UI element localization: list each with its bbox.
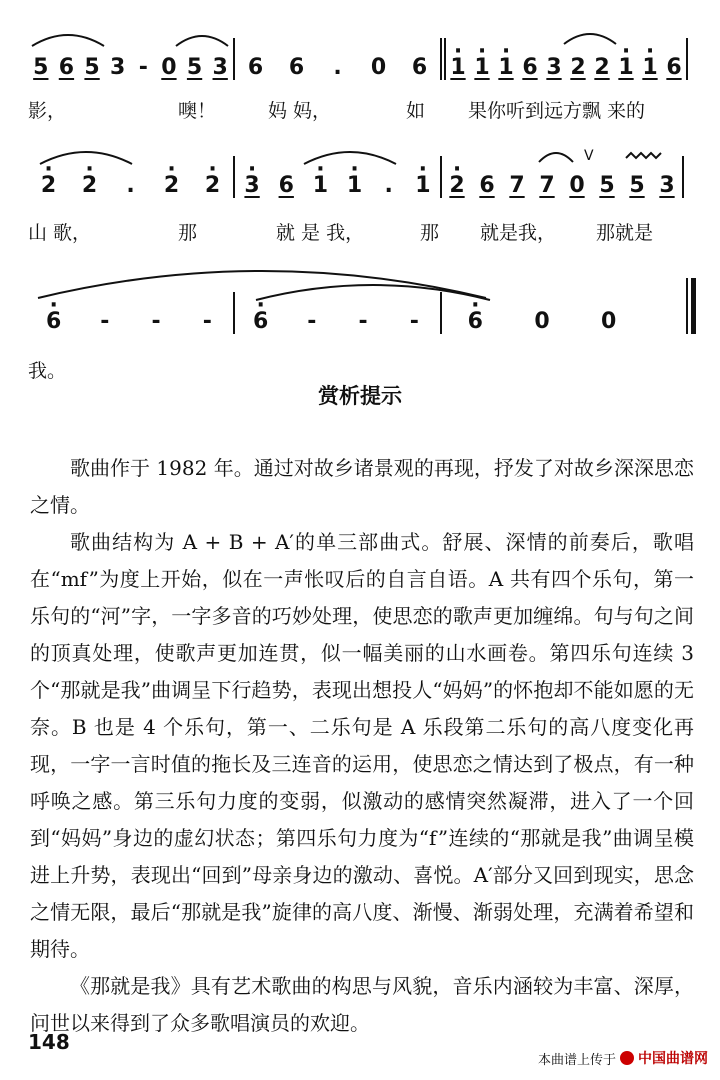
paragraph-2: 歌曲结构为 A + B + A′的单三部曲式。舒展、深情的前奏后，歌唱在“mf”为度上开始，似在一声怅叹后的自言自语。A 共有四个乐句，第一乐句的“河”字，一字多音的巧妙处理，使思恋的歌声更加缠绵。句与句之间的顶真处理，使歌声更加连贯，似一幅美丽的山水画卷。第四乐句连续 3 个“那就是我”曲调呈下行趋势，表现出想投人“妈妈”的怀抱却不能如愿的无奈。B 也是 4 个乐句，第一、二乐句是 A 乐段第二乐句的高八度变化再现，一字一言时值的拖长及三连音的运用，使思恋之情达到了极点，有一种呼唤之感。第三乐句力度的变弱，似激动的感情突然凝滞，进入了一个回到“妈妈”身边的虚幻状态；第四乐句力度为“f”连续的“那就是我”曲调呈模进上升势，表现出“回到”母亲身边的激动、喜悦。A′部分又回到现实，思念之情无限，最后“那就是我”旋律的高八度、渐慢、渐弱处理，充满着希望和期待。 bbox=[30, 530, 694, 961]
note: · 1 bbox=[498, 56, 514, 80]
section-title: 赏析提示 bbox=[318, 384, 402, 408]
site-logo-icon bbox=[620, 1051, 634, 1065]
note: 6 bbox=[247, 55, 264, 80]
note: · 1 bbox=[474, 56, 490, 80]
note: . bbox=[126, 173, 135, 198]
note: 0 bbox=[370, 55, 387, 80]
footer-text: 本曲谱上传于 bbox=[537, 1052, 616, 1068]
measure bbox=[28, 298, 233, 334]
lyric: 山 歌， bbox=[28, 221, 92, 244]
note: 6 bbox=[411, 55, 428, 80]
note: · 2 bbox=[41, 174, 57, 198]
paragraph-3: 《那就是我》具有艺术歌曲的构思与风貌，音乐内涵较为丰富、深厚，问世以来得到了众多歌唱演员的欢迎。 bbox=[30, 974, 694, 1035]
note: · 1 bbox=[347, 174, 363, 198]
note: - bbox=[307, 309, 317, 334]
note: 5 bbox=[599, 173, 615, 198]
note: 6 bbox=[522, 55, 538, 80]
note: 0 bbox=[600, 309, 617, 334]
note: 3 bbox=[659, 173, 675, 198]
note: 6 bbox=[479, 173, 495, 198]
note: . bbox=[384, 173, 393, 198]
lyric: 那 bbox=[178, 221, 198, 244]
paragraph-1: 歌曲作于 1982 年。通过对故乡诸景观的再现，抒发了对故乡深深思恋之情。 bbox=[30, 456, 694, 517]
note: - bbox=[138, 55, 148, 80]
barline bbox=[686, 38, 688, 80]
note: · 1 bbox=[415, 174, 431, 198]
measure bbox=[442, 298, 642, 334]
note: · 2 bbox=[449, 174, 465, 198]
note: 0 bbox=[161, 55, 177, 80]
score-row-3 bbox=[28, 294, 696, 334]
measure bbox=[442, 162, 682, 198]
note: 3 bbox=[110, 55, 126, 80]
measure bbox=[235, 162, 440, 198]
note: 7 bbox=[509, 173, 525, 198]
note: 6 bbox=[666, 55, 682, 80]
note: · 1 bbox=[618, 56, 634, 80]
note: 3 bbox=[546, 55, 562, 80]
note: · 2 bbox=[164, 174, 180, 198]
breath-mark: V bbox=[584, 148, 594, 164]
note: - bbox=[202, 309, 212, 334]
note: 3 bbox=[212, 55, 228, 80]
lyric: 我。 bbox=[28, 359, 67, 382]
note: 7 bbox=[539, 173, 555, 198]
note: · 6 bbox=[46, 310, 62, 334]
lyric: 影， bbox=[28, 99, 67, 122]
measure bbox=[235, 44, 440, 80]
lyric: 那就是 bbox=[596, 221, 654, 244]
page-number: 148 bbox=[28, 1030, 70, 1054]
lyric: 如 bbox=[406, 99, 426, 122]
note: 6 bbox=[288, 55, 305, 80]
lyric: 妈 妈， bbox=[268, 99, 332, 122]
note: · 1 bbox=[312, 174, 328, 198]
lyric: 就 是 我， bbox=[276, 221, 365, 244]
note: 5 bbox=[186, 55, 203, 80]
lyric: 噢！ bbox=[178, 99, 217, 122]
note: . bbox=[333, 55, 342, 80]
note: - bbox=[100, 309, 110, 334]
note: · 2 bbox=[205, 174, 221, 198]
measure bbox=[28, 44, 233, 80]
measure bbox=[446, 44, 686, 80]
note: 6 bbox=[58, 55, 75, 80]
site-name: 中国曲谱网 bbox=[638, 1051, 708, 1067]
lyric-row-1 bbox=[28, 94, 696, 124]
score-row-2 bbox=[28, 158, 696, 198]
note: · 2 bbox=[82, 174, 98, 198]
note: 5 bbox=[629, 173, 645, 198]
note: · 3 bbox=[244, 174, 260, 198]
footer-note bbox=[538, 1048, 708, 1068]
measure bbox=[235, 298, 440, 334]
note: · 1 bbox=[642, 56, 658, 80]
note: · 1 bbox=[450, 56, 466, 80]
note: 2 bbox=[594, 55, 610, 80]
score-row-1 bbox=[28, 40, 696, 80]
barline bbox=[682, 156, 684, 198]
lyric: 果你听到远方飘 来的 bbox=[468, 99, 646, 122]
note: 5 bbox=[33, 55, 49, 80]
note: · 6 bbox=[467, 310, 483, 334]
note: 2 bbox=[570, 55, 586, 80]
lyric: 就是我， bbox=[480, 221, 557, 244]
note: 6 bbox=[278, 173, 294, 198]
note: - bbox=[151, 309, 161, 334]
note: · 6 bbox=[253, 310, 269, 334]
note: - bbox=[358, 309, 368, 334]
note: 0 bbox=[569, 173, 585, 198]
lyric-row-2 bbox=[28, 216, 696, 246]
note: 0 bbox=[534, 309, 550, 334]
note: 5 bbox=[84, 55, 100, 80]
measure bbox=[28, 162, 233, 198]
lyric: 那 bbox=[420, 221, 440, 244]
final-barline bbox=[686, 278, 696, 334]
note: - bbox=[409, 309, 419, 334]
